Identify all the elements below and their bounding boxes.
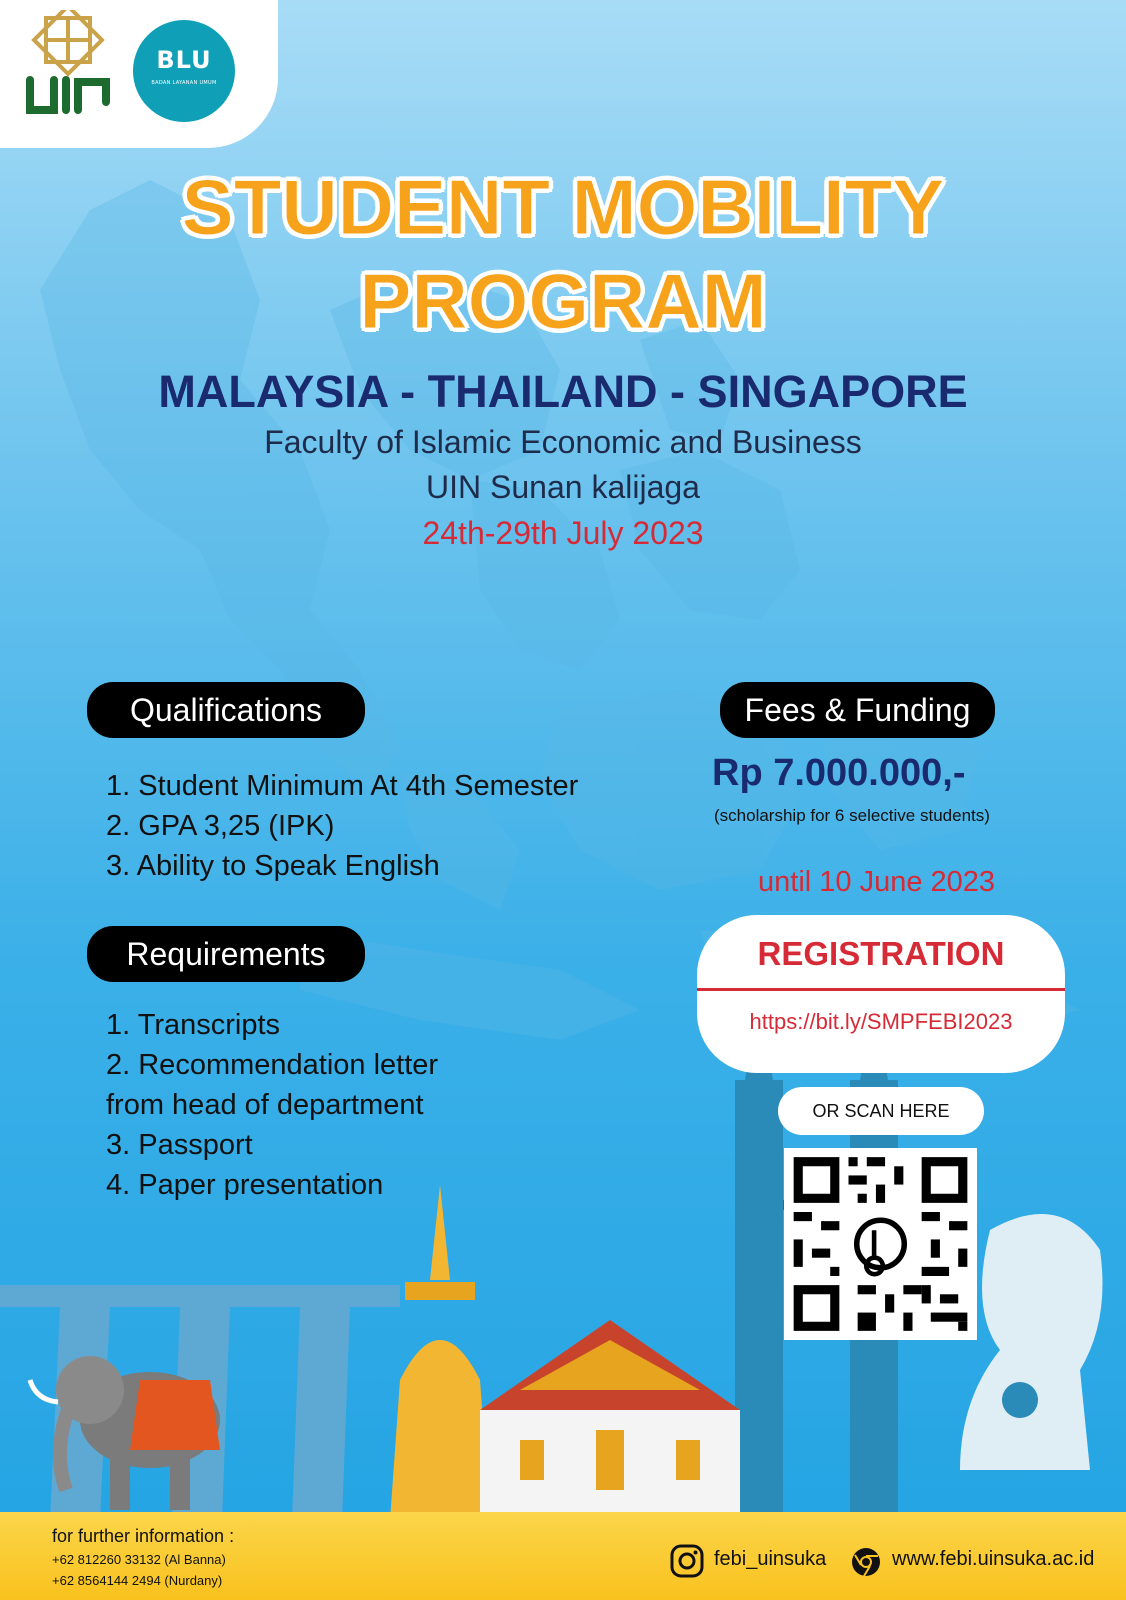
merlion-icon bbox=[960, 1214, 1103, 1470]
blu-logo-text: BLU bbox=[156, 46, 212, 74]
fee-note: (scholarship for 6 selective students) bbox=[714, 806, 990, 825]
registration-divider bbox=[697, 988, 1065, 991]
fees-heading: Fees & Funding bbox=[720, 682, 995, 738]
fee-amount: Rp 7.000.000,- bbox=[712, 752, 966, 794]
registration-deadline: until 10 June 2023 bbox=[758, 866, 996, 898]
list-item: 4. Paper presentation bbox=[106, 1169, 384, 1201]
browser-icon bbox=[850, 1546, 882, 1578]
footer-info-label: for further information : bbox=[52, 1526, 235, 1546]
list-item: 3. Ability to Speak English bbox=[106, 850, 440, 882]
instagram-icon bbox=[670, 1544, 704, 1578]
faculty-name: Faculty of Islamic Economic and Business bbox=[264, 424, 862, 460]
university-name: UIN Sunan kalijaga bbox=[426, 469, 700, 505]
list-item: 2. Recommendation letter bbox=[106, 1049, 439, 1081]
qualifications-heading: Qualifications bbox=[87, 682, 365, 738]
list-item: 2. GPA 3,25 (IPK) bbox=[106, 810, 335, 842]
title-line-1: STUDENT MOBILITY bbox=[181, 163, 945, 251]
contact-phone-2[interactable]: +62 8564144 2494 (Nurdany) bbox=[52, 1573, 223, 1588]
qr-code-icon[interactable] bbox=[784, 1148, 977, 1340]
registration-title: REGISTRATION bbox=[757, 935, 1005, 972]
website-link[interactable]: www.febi.uinsuka.ac.id bbox=[892, 1548, 1095, 1570]
logo-panel bbox=[0, 0, 278, 148]
blu-logo bbox=[133, 20, 235, 122]
list-item: from head of department bbox=[106, 1089, 424, 1121]
requirements-heading: Requirements bbox=[87, 926, 365, 982]
registration-link[interactable]: https://bit.ly/SMPFEBI2023 bbox=[749, 1009, 1013, 1034]
list-item: 1. Transcripts bbox=[106, 1009, 281, 1041]
contact-phone-1[interactable]: +62 812260 33132 (Al Banna) bbox=[52, 1552, 226, 1567]
thai-temple-icon bbox=[480, 1320, 740, 1520]
blu-logo-subtext: BADAN LAYANAN UMUM bbox=[151, 80, 217, 86]
list-item: 3. Passport bbox=[106, 1129, 253, 1161]
uin-logo-icon bbox=[22, 10, 114, 122]
registration-card[interactable] bbox=[697, 915, 1065, 1073]
program-dates: 24th-29th July 2023 bbox=[422, 515, 704, 551]
title-line-2: PROGRAM bbox=[359, 257, 767, 345]
pagoda-icon bbox=[390, 1185, 490, 1520]
instagram-handle[interactable]: febi_uinsuka bbox=[714, 1548, 827, 1570]
countries: MALAYSIA - THAILAND - SINGAPORE bbox=[158, 366, 968, 417]
list-item: 1. Student Minimum At 4th Semester bbox=[106, 770, 579, 802]
footer-bar bbox=[0, 1512, 1126, 1600]
scan-label: OR SCAN HERE bbox=[778, 1087, 984, 1135]
qualifications-list bbox=[106, 766, 578, 886]
